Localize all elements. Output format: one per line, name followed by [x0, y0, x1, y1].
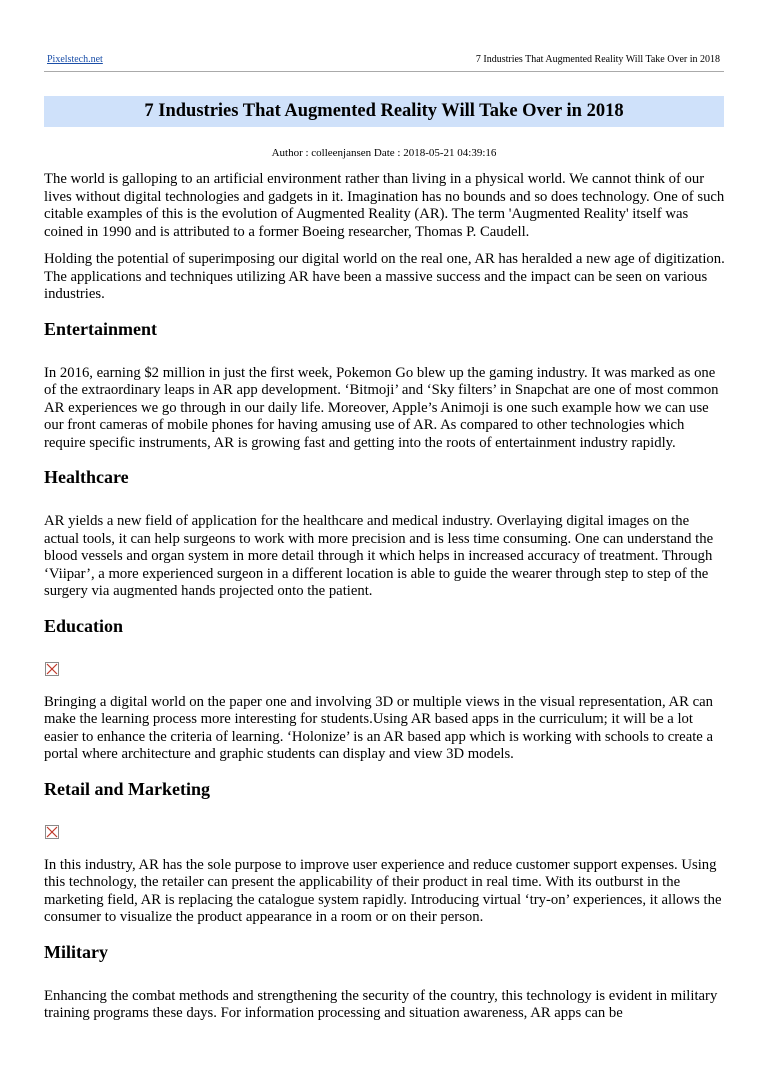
- section-heading-education: Education: [44, 615, 124, 636]
- broken-image-icon: [45, 825, 59, 839]
- site-link[interactable]: Pixelstech.net: [47, 54, 103, 65]
- broken-image-icon: [45, 662, 59, 676]
- section-text-healthcare: AR yields a new field of application for the healthcare and medical industry. Overlaying digital images on the actual tools, it can help surgeons to work with more precision and is less time consuming. One can understand the blood vessels and organ system in more detail through it which helps in increased accuracy of treatment. Through ‘Viipar’, a more experienced surgeon in a different location is able to guide the wearer through step to step of the surgery via augmented hands projected onto the patient.: [44, 513, 714, 599]
- section-text-entertainment: In 2016, earning $2 million in just the first week, Pokemon Go blew up the gaming industry. It was marked as one of the extraordinary leaps in AR app development. ‘Bitmoji’ and ‘Sky filters’ in Snapchat are one of most common AR experiences we go through in our daily life. Moreover, Apple’s Animoji is one such example how we can use our front cameras of mobile phones for having amusing use of AR. As compared to other technologies which require specific instruments, AR is growing fast and getting into the roots of entertainment industry rapidly.: [44, 364, 719, 451]
- section-heading-retail-marketing: Retail and Marketing: [44, 778, 210, 799]
- section-text-retail-marketing: In this industry, AR has the sole purpose to improve user experience and reduce customer support expenses. Using this technology, the retailer can present the applicability of their product in real time. With its outburst in the marketing field, AR is replacing the catalogue system rapidly. Introducing virtual ‘try-on’ experiences, it allows the consumer to visualize the product appearance in a room or on their person.: [44, 856, 722, 925]
- article-title: 7 Industries That Augmented Reality Will Take Over in 2018: [44, 96, 724, 127]
- section-heading-military: Military: [44, 941, 108, 962]
- section-heading-entertainment: Entertainment: [44, 318, 157, 339]
- intro-paragraph-1: The world is galloping to an artificial environment rather than living in a physical world. We cannot think of our lives without digital technologies and gadgets in it. Imagination has no bounds and so does technology. One of such citable examples of this is the evolution of Augmented Reality (AR). The term 'Augmented Reality' itself was coined in 1990 and is attributed to a former Boeing researcher, Thomas P. Caudell.: [44, 171, 725, 240]
- intro-paragraph-2: Holding the potential of superimposing our digital world on the real one, AR has heralded a new age of digitization. The applications and techniques utilizing AR have been a massive success and the impact can be seen on various industries.: [44, 251, 725, 302]
- section-heading-healthcare: Healthcare: [44, 467, 129, 487]
- article-meta: Author : colleenjansen Date : 2018-05-21 04:39:16: [271, 147, 497, 159]
- section-text-education: Bringing a digital world on the paper one and involving 3D or multiple views in the visual representation, AR can make the learning process more interesting for students.Using AR based apps in the curriculum; it will be a lot easier to enhance the criteria of learning. ‘Holonize’ is an AR based app which is working with schools to create a portal where architecture and graphic students can display and view 3D models.: [44, 693, 714, 762]
- header-title: 7 Industries That Augmented Reality Will Take Over in 2018: [475, 54, 720, 65]
- article-body: [44, 171, 725, 1033]
- page-header: [44, 53, 724, 67]
- header-divider: [44, 71, 724, 72]
- section-text-military: Enhancing the combat methods and strengthening the security of the country, this technology is evident in military training programs these days. For information processing and situation awareness, AR apps can be: [44, 987, 718, 1021]
